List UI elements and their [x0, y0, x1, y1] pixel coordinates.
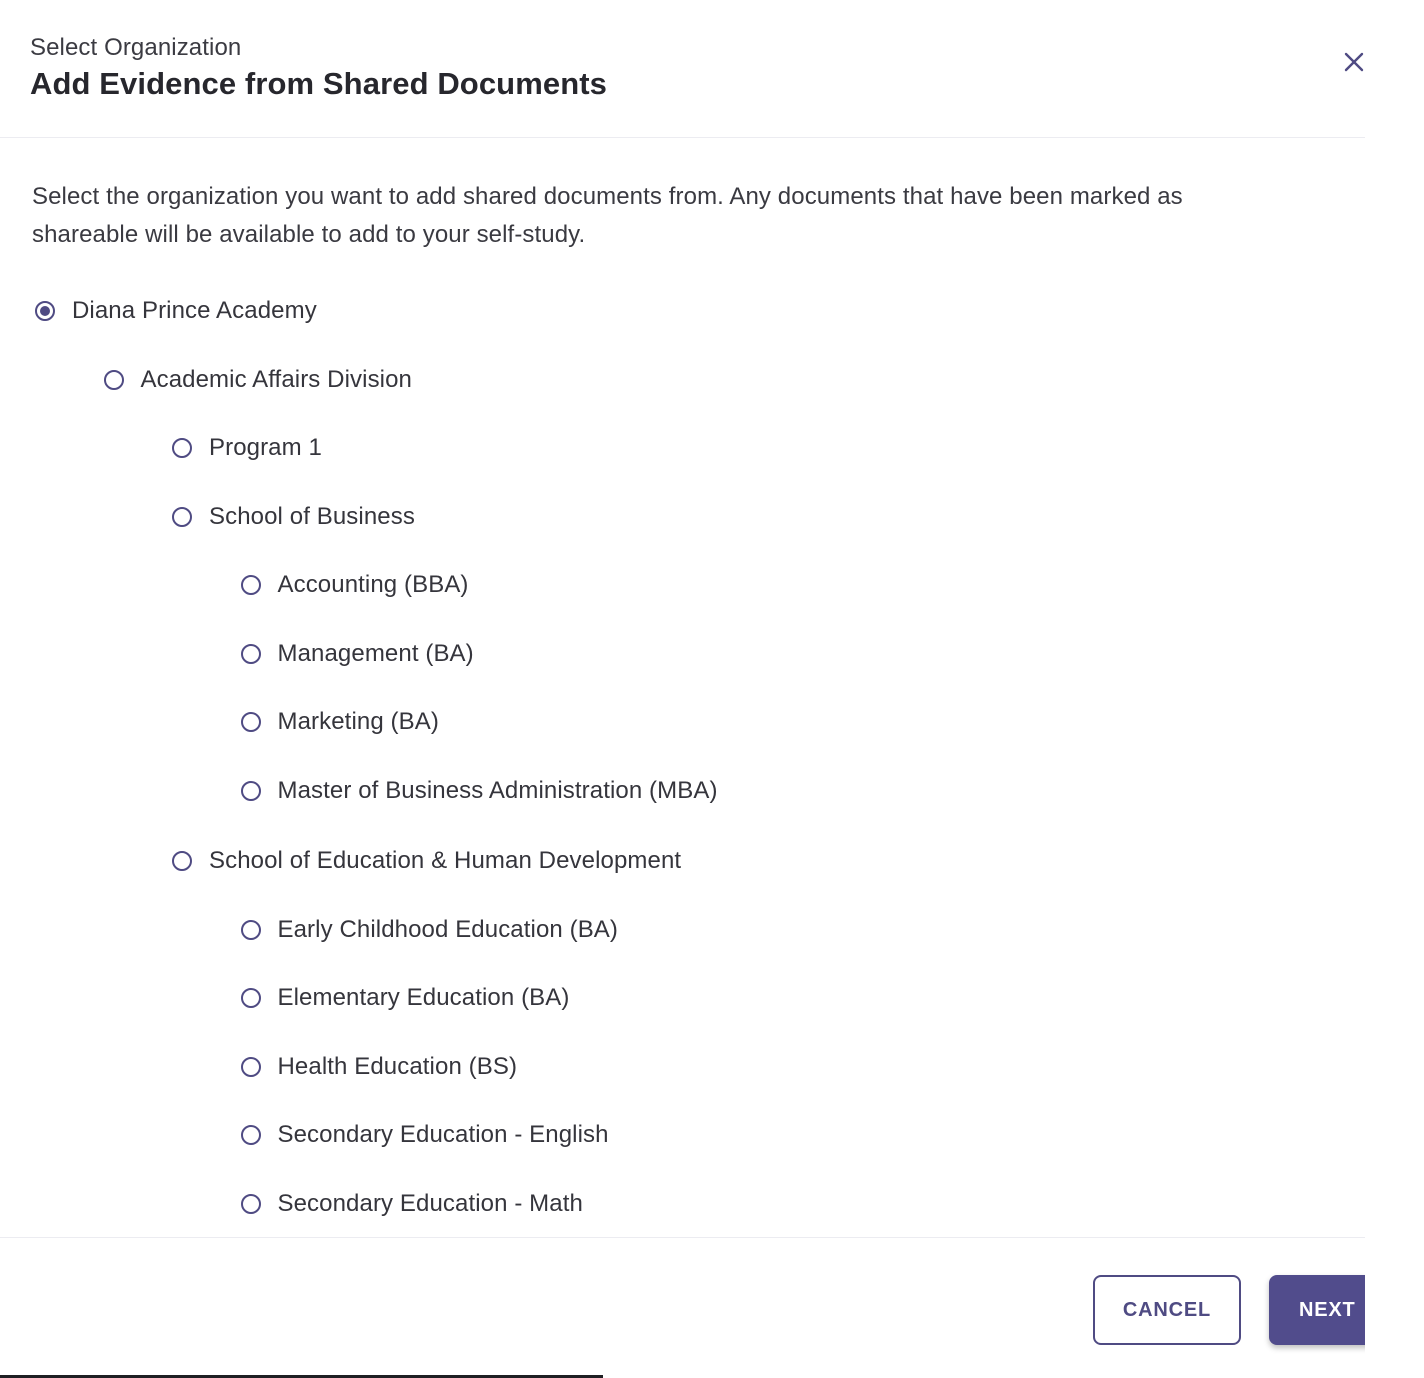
dialog-description: Select the organization you want to add shared documents from. Any documents that have been marked as shareable will be available to add to your self-study.	[32, 183, 1183, 248]
org-option-label: Elementary Education (BA)	[277, 984, 570, 1011]
org-option-label: School of Business	[209, 502, 415, 530]
radio-unselected-icon[interactable]	[241, 1194, 261, 1214]
radio-unselected-icon[interactable]	[241, 1125, 261, 1145]
org-option-label: Marketing (BA)	[277, 708, 439, 735]
org-option-label: Accounting (BBA)	[277, 571, 469, 598]
radio-unselected-icon[interactable]	[172, 851, 192, 871]
org-option-label: Secondary Education - English	[277, 1121, 609, 1148]
org-option-label: Early Childhood Education (BA)	[277, 915, 619, 943]
radio-unselected-icon[interactable]	[241, 781, 261, 801]
org-option[interactable]	[104, 360, 413, 400]
org-option-label: School of Education & Human Development	[209, 847, 682, 874]
org-option-label: Program 1	[209, 434, 322, 461]
org-option[interactable]	[35, 291, 317, 331]
org-option[interactable]	[241, 771, 718, 811]
org-option-label: Master of Business Administration (MBA)	[277, 776, 718, 804]
org-option[interactable]	[241, 978, 570, 1018]
org-option-label: Academic Affairs Division	[140, 365, 412, 393]
radio-unselected-icon[interactable]	[104, 370, 124, 390]
radio-unselected-icon[interactable]	[241, 1057, 261, 1077]
org-option[interactable]	[172, 428, 322, 468]
next-button[interactable]: NEXT	[1269, 1275, 1389, 1345]
org-option[interactable]	[241, 1115, 609, 1155]
radio-unselected-icon[interactable]	[172, 438, 192, 458]
dialog-title: Add Evidence from Shared Documents	[30, 66, 608, 101]
radio-unselected-icon[interactable]	[241, 575, 261, 595]
org-option-label: Health Education (BS)	[277, 1052, 518, 1080]
org-option-label: Secondary Education - Math	[277, 1189, 583, 1217]
dialog-footer	[0, 1237, 1365, 1378]
org-option[interactable]	[241, 702, 439, 742]
org-option[interactable]	[241, 910, 619, 950]
cancel-button[interactable]: CANCEL	[1093, 1275, 1241, 1345]
org-option-label: Management (BA)	[277, 639, 474, 667]
org-option[interactable]	[172, 841, 681, 881]
radio-unselected-icon[interactable]	[241, 644, 261, 664]
org-option[interactable]	[241, 1184, 583, 1224]
radio-selected-icon[interactable]	[35, 301, 55, 321]
dialog-subtitle: Select Organization	[30, 34, 242, 61]
org-option[interactable]	[241, 1047, 518, 1087]
radio-unselected-icon[interactable]	[241, 920, 261, 940]
org-option[interactable]	[241, 565, 469, 605]
org-option[interactable]	[241, 634, 474, 674]
org-option-label: Diana Prince Academy	[72, 297, 317, 324]
org-option[interactable]	[172, 497, 415, 537]
radio-unselected-icon[interactable]	[172, 507, 192, 527]
radio-unselected-icon[interactable]	[241, 712, 261, 732]
right-edge-clip	[1365, 0, 1424, 1378]
radio-unselected-icon[interactable]	[241, 988, 261, 1008]
